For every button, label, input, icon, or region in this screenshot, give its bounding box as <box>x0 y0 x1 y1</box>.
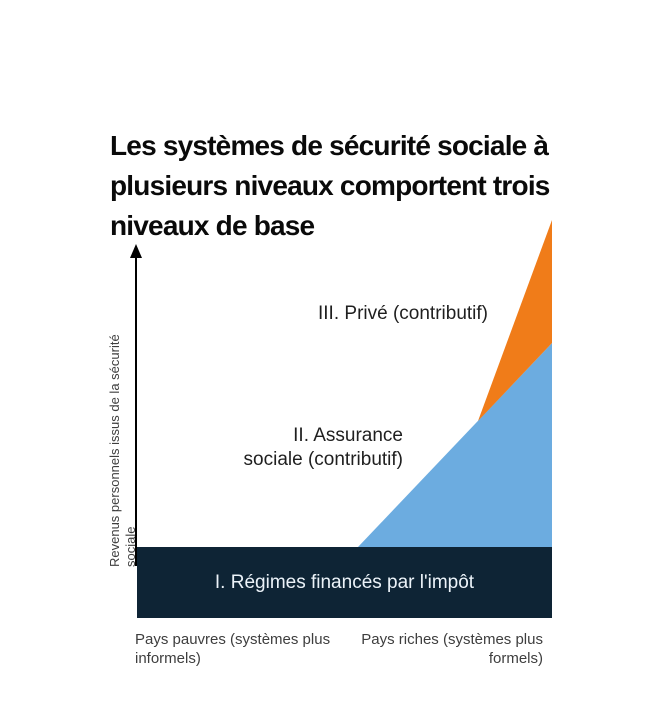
x-axis-label-rich-line-2: formels) <box>488 650 543 667</box>
x-axis-label-poor-line-1: Pays pauvres (systèmes plus <box>135 631 331 648</box>
tier1-tax-financed-label: I. Régimes financés par l'impôt <box>214 571 475 593</box>
chart-title-line-1: Les systèmes de sécurité sociale à <box>110 130 549 161</box>
y-axis-arrowhead-icon <box>130 244 142 258</box>
x-axis-label-rich-countries <box>313 630 543 668</box>
y-axis-label-line-1: Revenus personnels issus de la sécurité <box>107 334 122 567</box>
chart-title-line-2: plusieurs niveaux comportent trois <box>110 170 550 201</box>
tier2-label-line-2: sociale (contributif) <box>243 449 403 470</box>
tier3-private-label: III. Privé (contributif) <box>318 303 488 324</box>
tier2-label-line-1: II. Assurance <box>293 425 403 446</box>
chart-title <box>110 126 610 246</box>
chart-title-line-3: niveaux de base <box>110 210 315 241</box>
x-axis-label-rich-line-1: Pays riches (systèmes plus <box>361 631 543 648</box>
x-axis-label-poor-line-2: informels) <box>135 650 201 667</box>
y-axis-label-line-2: sociale <box>123 526 138 567</box>
y-axis-label <box>107 267 139 567</box>
tier2-social-insurance-label <box>143 424 403 472</box>
